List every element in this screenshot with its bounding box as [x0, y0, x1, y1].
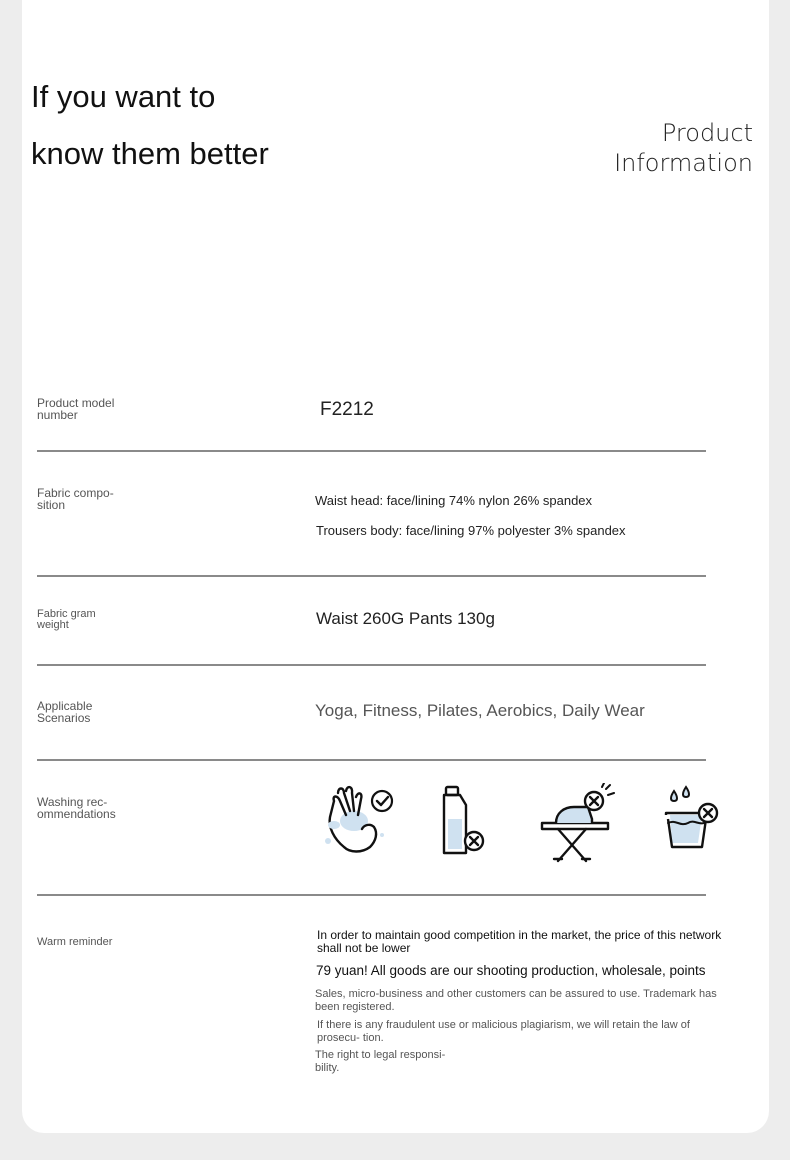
no-soak-icon [646, 783, 726, 863]
model-label: Product model number [37, 396, 115, 422]
divider [37, 450, 706, 452]
headline [31, 68, 331, 182]
scenarios-label: Applicable Scenarios [37, 699, 93, 725]
fabric-value-line-1: Waist head: face/lining 74% nylon 26% spandex [315, 493, 593, 508]
fabric-label: Fabric compo- sition [37, 486, 114, 512]
section-title-line-1: Product [661, 119, 753, 147]
reminder-line-3: Sales, micro-business and other customers can be assured to use. Trademark has been registered. [315, 988, 717, 1013]
model-value: F2212 [320, 399, 374, 420]
divider [37, 894, 706, 896]
reminder-line-4: If there is any fraudulent use or malicious plagiarism, we will retain the law of prosecu- tion. [317, 1019, 690, 1044]
reminder-line-1: In order to maintain good competition in the market, the price of this network shall not be lower [317, 928, 722, 955]
headline-line-1: If you want to [31, 79, 216, 114]
hand-wash-icon [316, 783, 396, 863]
gram-value: Waist 260G Pants 130g [316, 609, 495, 628]
reminder-line-5: The right to legal responsi- bility. [315, 1049, 446, 1074]
divider [37, 575, 706, 577]
divider [37, 664, 706, 666]
scenarios-value: Yoga, Fitness, Pilates, Aerobics, Daily Wear [315, 701, 645, 720]
fabric-value-line-2: Trousers body: face/lining 97% polyester 3% spandex [316, 523, 626, 538]
gram-label: Fabric gram weight [37, 608, 96, 631]
divider [37, 759, 706, 761]
washing-icons [296, 783, 708, 863]
reminder-label: Warm reminder [37, 936, 113, 948]
no-iron-icon [536, 783, 616, 863]
headline-line-2: know them better [31, 136, 269, 171]
section-title-line-2: Information [614, 149, 753, 177]
washing-label: Washing rec- ommendations [37, 795, 116, 821]
reminder-line-2: 79 yuan! All goods are our shooting production, wholesale, points [316, 963, 706, 978]
section-title [614, 118, 753, 178]
no-bleach-icon [426, 783, 506, 863]
